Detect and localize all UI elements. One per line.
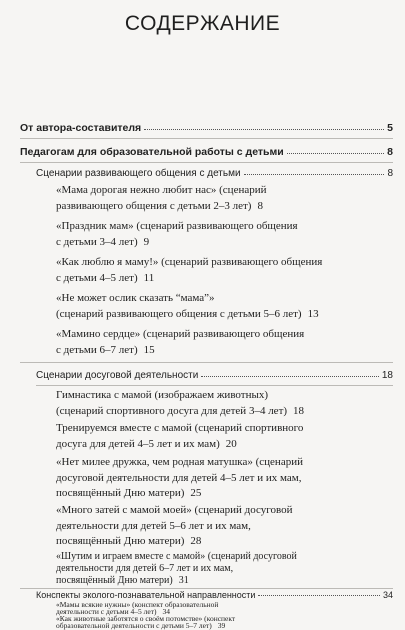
toc-entry-line: «Шутим и играем вместе с мамой» (сценарий досуговой <box>56 551 297 562</box>
toc-page-number: 15 <box>143 343 155 356</box>
toc-page-number: 25 <box>190 487 202 499</box>
toc-entry[interactable] <box>56 421 393 452</box>
toc-page-number: 8 <box>387 146 393 158</box>
toc-page-number: 18 <box>293 404 305 417</box>
toc-section-author[interactable] <box>20 122 393 134</box>
toc-entry-line: деятельности для детей 6–7 лет и их мам, <box>56 563 234 574</box>
toc-entry-line: Гимнастика с мамой (изображаем животных) <box>56 389 269 401</box>
toc-entry[interactable] <box>56 219 393 250</box>
toc-entry[interactable] <box>56 327 393 358</box>
page-title: СОДЕРЖАНИЕ <box>124 12 281 35</box>
toc-entry-line: (сценарий спортивного досуга для детей 3–4 лет) <box>56 404 288 417</box>
toc-entry-line: деятельности с детьми 4–5 лет) <box>56 607 157 616</box>
toc-group-title: Сценарии развивающего общения с детьми <box>36 168 241 179</box>
toc-page-number: 34 <box>162 607 170 616</box>
toc-section-title: От автора-составителя <box>20 122 142 134</box>
toc-entry-line: «Мамы всякие нужны» (конспект образовательной <box>56 600 219 609</box>
divider <box>20 162 393 163</box>
toc-page-number: 5 <box>387 122 393 134</box>
toc-entry-line: «Праздник мам» (сценарий развивающего общения <box>56 220 298 232</box>
toc-entry-line: посвящённый Дню матери) <box>56 535 185 547</box>
toc-section-teachers[interactable] <box>20 146 393 158</box>
toc-group-leisure[interactable] <box>36 370 393 381</box>
divider <box>20 138 393 139</box>
toc-entry-line: посвящённый Дню матери) <box>56 575 173 586</box>
dot-leader <box>201 376 379 377</box>
toc-entry[interactable] <box>56 291 393 322</box>
toc-entry[interactable] <box>56 551 393 587</box>
toc-entry[interactable] <box>56 255 393 286</box>
toc-entry-line: посвящённый Дню матери) <box>56 487 185 499</box>
toc-group-eco[interactable] <box>36 590 393 600</box>
toc-page-number: 31 <box>178 575 189 586</box>
divider <box>20 588 393 589</box>
toc-section-title: Педагогам для образовательной работы с детьми <box>20 146 284 158</box>
toc-page-number: 8 <box>387 168 393 179</box>
toc-entry-line: деятельности для детей 5–6 лет и их мам, <box>56 519 251 532</box>
toc-entry-line: «Как люблю я маму!» (сценарий развивающего общения <box>56 256 323 268</box>
dot-leader <box>287 153 384 154</box>
toc-entry-line: с детьми 4–5 лет) <box>56 271 138 284</box>
dot-leader <box>144 129 384 130</box>
toc-entry[interactable] <box>56 601 393 615</box>
dot-leader <box>244 174 385 175</box>
toc-entry-line: «Нет милее дружка, чем родная матушка» (сценарий <box>56 456 303 468</box>
divider <box>36 385 393 386</box>
toc-entry-line: «Не может ослик сказать “мама”» <box>56 292 215 304</box>
toc-entry-line: развивающего общения с детьми 2–3 лет) <box>56 199 252 212</box>
toc-page-number: 9 <box>143 235 150 248</box>
toc-page-number: 34 <box>382 590 393 600</box>
toc-entry-line: «Много затей с мамой моей» (сценарий досуговой <box>56 504 293 516</box>
toc-entry-line: «Как животные заботятся о своём потомстве» (конспект <box>56 614 236 623</box>
divider <box>20 362 393 363</box>
toc-group-title: Сценарии досуговой деятельности <box>36 370 199 381</box>
toc-page-number: 39 <box>217 621 226 630</box>
toc-entry[interactable] <box>56 615 393 629</box>
toc-entry[interactable] <box>56 183 393 214</box>
toc-entry[interactable] <box>56 388 393 419</box>
toc-entry-line: «Мамино сердце» (сценарий развивающего общения <box>56 328 305 340</box>
toc-entry[interactable] <box>56 455 393 502</box>
toc-entry-line: (сценарий развивающего общения с детьми 5–6 лет) <box>56 307 302 320</box>
toc-page-number: 20 <box>225 437 237 450</box>
toc-group-communication[interactable] <box>36 168 393 179</box>
toc-entry-line: с детьми 3–4 лет) <box>56 235 138 248</box>
toc-entry-line: досуговой деятельности для детей 4–5 лет и их мам, <box>56 471 302 484</box>
toc-page-number: 28 <box>190 535 202 547</box>
toc-page-number: 8 <box>257 199 263 212</box>
toc-entry-line: с детьми 6–7 лет) <box>56 343 138 356</box>
toc-entry-line: образовательной деятельности с детьми 5–7 лет) <box>56 621 212 630</box>
toc-page-number: 18 <box>381 370 393 381</box>
toc-entry-line: «Мама дорогая нежно любит нас» (сценарий <box>56 184 267 196</box>
toc-page-number: 11 <box>143 271 155 284</box>
dot-leader <box>258 595 380 596</box>
toc-entry-line: Тренируемся вместе с мамой (сценарий спортивного <box>56 422 304 434</box>
toc-entry[interactable] <box>56 503 393 550</box>
toc-group-title: Конспекты эколого-познавательной направленности <box>36 590 256 600</box>
toc-page-number: 13 <box>307 307 319 320</box>
toc-entry-line: досуга для детей 4–5 лет и их мам) <box>56 437 220 450</box>
